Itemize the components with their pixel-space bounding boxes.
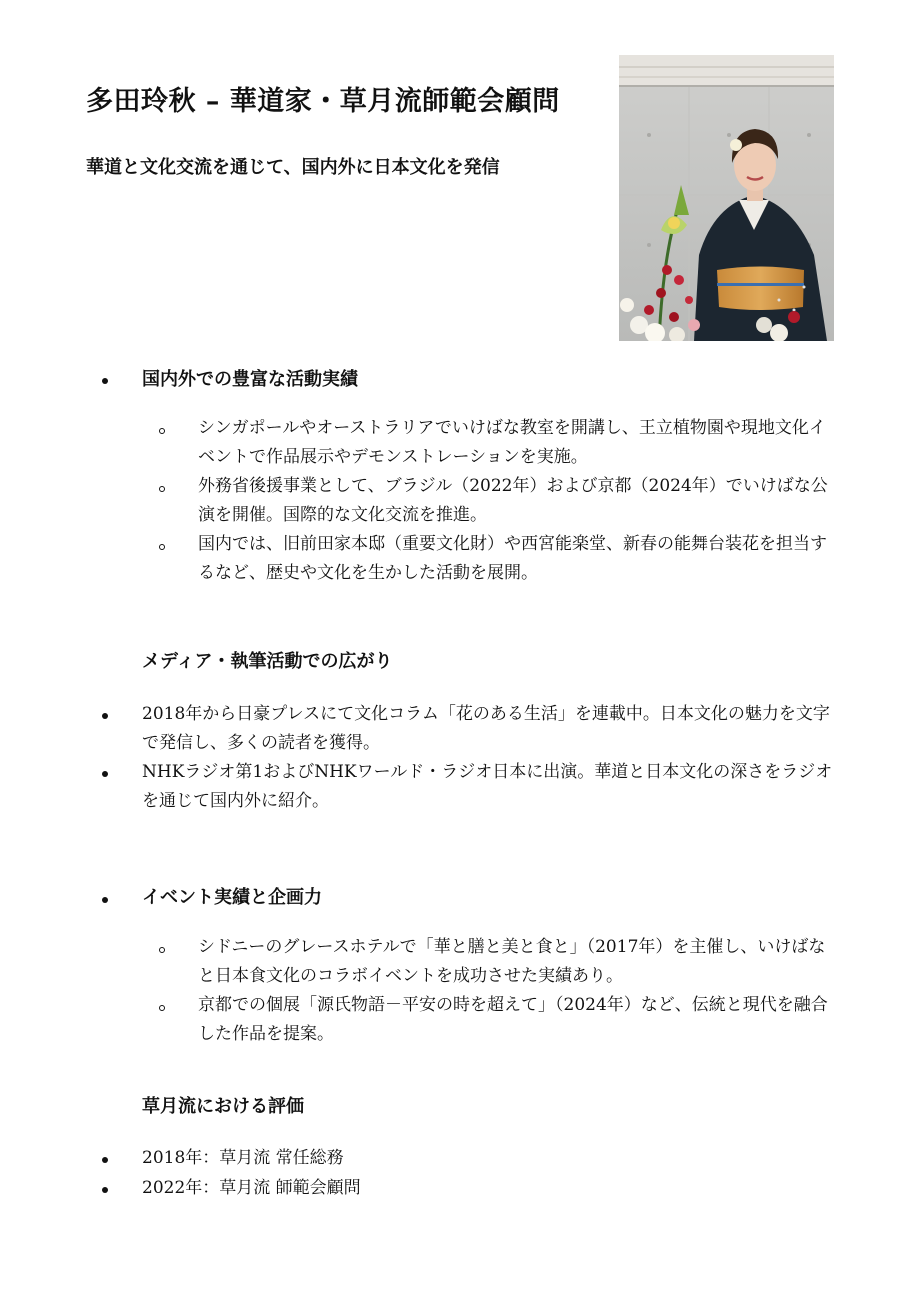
page-title: 多田玲秋 – 華道家・草月流師範会顧問 — [86, 86, 560, 117]
section-heading-events: イベント実績と企画力 — [142, 887, 322, 908]
list-item: 国内では、旧前田家本邸（重要文化財）や西宮能楽堂、新春の能舞台装花を担当するなど、歴史や文化を生かした活動を展開。 — [198, 534, 827, 583]
section-heading-evaluation: 草月流における評価 — [142, 1096, 304, 1117]
list-item: NHKラジオ第1およびNHKワールド・ラジオ日本に出演。華道と日本文化の深さをラジオを通じて国内外に紹介。 — [142, 762, 833, 811]
list-item: 京都での個展「源氏物語－平安の時を超えて」（2024年）など、伝統と現代を融合した作品を提案。 — [198, 995, 828, 1044]
list-item: シドニーのグレースホテルで「華と膳と美と食と」（2017年）を主催し、いけばなと日本食文化のコラボイベントを成功させた実績あり。 — [198, 937, 826, 986]
circle-bullet-icon — [159, 544, 165, 550]
page-subtitle: 華道と文化交流を通じて、国内外に日本文化を発信 — [86, 157, 500, 178]
list-item: 2018年から日豪プレスにて文化コラム「花のある生活」を連載中。日本文化の魅力を文字で発信し、多くの読者を獲得。 — [142, 704, 830, 753]
bullet-icon — [102, 1157, 108, 1163]
circle-bullet-icon — [159, 1005, 165, 1011]
section-heading-activities: 国内外での豊富な活動実績 — [142, 369, 358, 390]
bullet-icon — [102, 378, 108, 384]
list-item: 2022年：草月流 師範会顧問 — [142, 1178, 361, 1198]
section-heading-media: メディア・執筆活動での広がり — [142, 651, 393, 672]
bullet-icon — [102, 1187, 108, 1193]
circle-bullet-icon — [159, 486, 165, 492]
portrait-photo — [619, 55, 834, 341]
bullet-icon — [102, 897, 108, 903]
list-item: シンガポールやオーストラリアでいけばな教室を開講し、王立植物園や現地文化イベントで作品展示やデモンストレーションを実施。 — [198, 418, 826, 467]
list-item: 2018年：草月流 常任総務 — [142, 1148, 344, 1168]
circle-bullet-icon — [159, 947, 165, 953]
circle-bullet-icon — [159, 428, 165, 434]
bullet-icon — [102, 713, 108, 719]
list-item: 外務省後援事業として、ブラジル（2022年）および京都（2024年）でいけばな公演を開催。国際的な文化交流を推進。 — [198, 476, 828, 525]
bullet-icon — [102, 771, 108, 777]
